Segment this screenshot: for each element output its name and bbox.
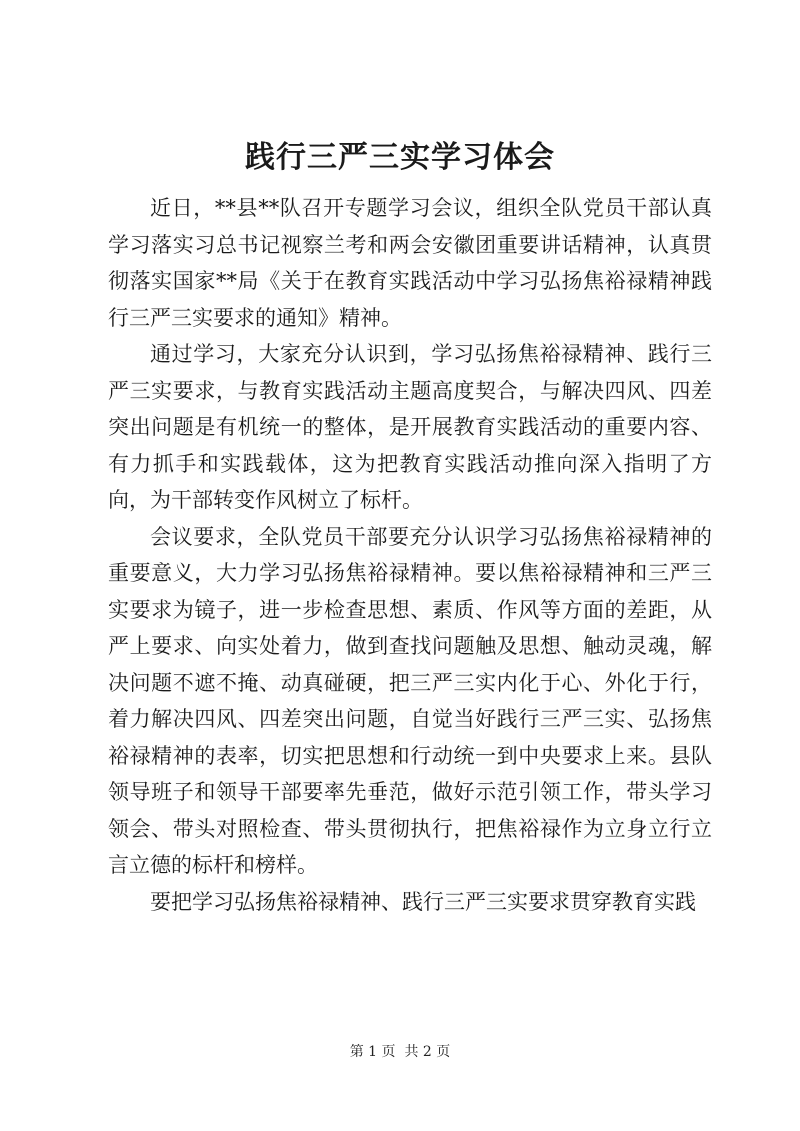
page-footer [0,1042,800,1062]
paragraph-4: 要把学习弘扬焦裕禄精神、践行三严三实要求贯穿教育实践 [150,889,696,914]
page-title: 践行三严三实学习体会 [245,140,555,175]
paragraph-2: 通过学习，大家充分认识到，学习弘扬焦裕禄精神、践行三严三实要求，与教育实践活动主题高度契合，与解决四风、四差突出问题是有机统一的整体，是开展教育实践活动的重要内容、有力抓手和实践载体，这为把教育实践活动推向深入指明了方向，为干部转变作风树立了标杆。 [108,342,712,512]
page-number-label: 第 1 页 共 2 页 [349,1044,451,1060]
paragraph-3: 会议要求，全队党员干部要充分认识学习弘扬焦裕禄精神的重要意义，大力学习弘扬焦裕禄精神。要以焦裕禄精神和三严三实要求为镜子，进一步检查思想、素质、作风等方面的差距，从严上要求、向实处着力，做到查找问题触及思想、触动灵魂，解决问题不遮不掩、动真碰硬，把三严三实内化于心、外化于行，着力解决四风、四差突出问题，自觉当好践行三严三实、弘扬焦裕禄精神的表率，切实把思想和行动统一到中央要求上来。县队领导班子和领导干部要率先垂范，做好示范引领工作，带头学习领会、带头对照检查、带头贯彻执行，把焦裕禄作为立身立行立言立德的标杆和榜样。 [108,524,712,877]
document-body [108,190,712,920]
paragraph-1: 近日，**县**队召开专题学习会议，组织全队党员干部认真学习落实习总书记视察兰考和两会安徽团重要讲话精神，认真贯彻落实国家**局《关于在教育实践活动中学习弘扬焦裕禄精神践行三严三实要求的通知》精神。 [108,196,712,330]
